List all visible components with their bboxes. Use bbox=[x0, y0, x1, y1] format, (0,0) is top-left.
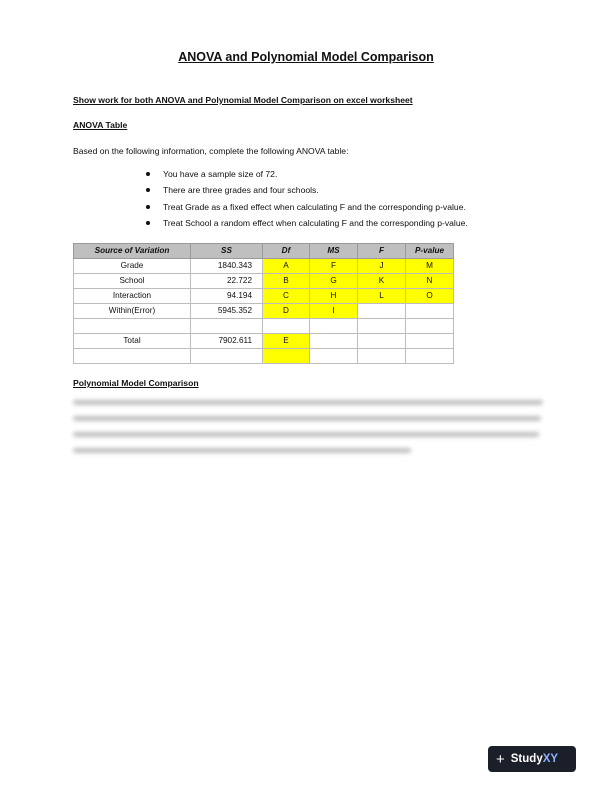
plus-icon: + bbox=[496, 750, 505, 768]
table-cell: 7902.611 bbox=[191, 334, 263, 349]
table-cell bbox=[406, 304, 454, 319]
anova-heading: ANOVA Table bbox=[73, 120, 128, 130]
table-cell: M bbox=[406, 259, 454, 274]
blurred-line bbox=[73, 432, 539, 437]
blurred-line bbox=[73, 400, 543, 405]
table-cell: 1840.343 bbox=[191, 259, 263, 274]
table-cell bbox=[191, 349, 263, 364]
table-cell bbox=[406, 319, 454, 334]
header-pvalue: P-value bbox=[406, 244, 454, 259]
table-cell bbox=[358, 319, 406, 334]
table-cell: Within(Error) bbox=[74, 304, 191, 319]
table-row bbox=[74, 319, 454, 334]
table-cell bbox=[358, 349, 406, 364]
table-cell: Interaction bbox=[74, 289, 191, 304]
bullet-icon bbox=[146, 205, 150, 209]
polynomial-heading: Polynomial Model Comparison bbox=[73, 378, 199, 388]
table-cell: L bbox=[358, 289, 406, 304]
table-cell: A bbox=[263, 259, 310, 274]
logo-text: StudyXY bbox=[510, 753, 559, 765]
table-row bbox=[74, 259, 454, 274]
list-item-text: Treat Grade as a fixed effect when calculating F and the corresponding p-value. bbox=[163, 201, 466, 212]
table-cell: School bbox=[74, 274, 191, 289]
list-item bbox=[146, 184, 468, 200]
list-item-text: There are three grades and four schools. bbox=[163, 185, 319, 196]
table-cell: 94.194 bbox=[191, 289, 263, 304]
table-cell bbox=[263, 349, 310, 364]
table-row bbox=[74, 304, 454, 319]
table-row bbox=[74, 274, 454, 289]
table-cell: B bbox=[263, 274, 310, 289]
list-item-text: You have a sample size of 72. bbox=[163, 169, 278, 179]
bullet-icon bbox=[146, 172, 150, 176]
blurred-line bbox=[73, 448, 411, 453]
table-cell: Grade bbox=[74, 259, 191, 274]
list-item bbox=[146, 217, 468, 233]
table-row bbox=[74, 334, 454, 349]
table-cell: I bbox=[310, 304, 358, 319]
intro-text: Based on the following information, complete the following ANOVA table: bbox=[73, 146, 349, 156]
table-cell bbox=[310, 349, 358, 364]
studyxy-logo bbox=[488, 746, 576, 772]
table-cell: 5945.352 bbox=[191, 304, 263, 319]
bullet-icon bbox=[146, 221, 150, 225]
table-cell: F bbox=[310, 259, 358, 274]
table-cell: O bbox=[406, 289, 454, 304]
header-source: Source of Variation bbox=[74, 244, 191, 259]
blurred-line bbox=[73, 416, 541, 421]
table-cell: H bbox=[310, 289, 358, 304]
list-item bbox=[146, 168, 468, 184]
table-cell bbox=[406, 334, 454, 349]
header-ms: MS bbox=[310, 244, 358, 259]
table-cell bbox=[310, 319, 358, 334]
blurred-content bbox=[73, 400, 543, 464]
page-title: ANOVA and Polynomial Model Comparison bbox=[178, 50, 434, 64]
requirements-list bbox=[146, 168, 468, 233]
table-cell: 22.722 bbox=[191, 274, 263, 289]
header-ss: SS bbox=[191, 244, 263, 259]
table-cell bbox=[358, 304, 406, 319]
table-cell: N bbox=[406, 274, 454, 289]
table-cell: J bbox=[358, 259, 406, 274]
table-cell bbox=[263, 319, 310, 334]
header-f: F bbox=[358, 244, 406, 259]
table-cell: G bbox=[310, 274, 358, 289]
table-cell bbox=[310, 334, 358, 349]
header-df: Df bbox=[263, 244, 310, 259]
anova-table bbox=[73, 243, 454, 364]
table-cell: C bbox=[263, 289, 310, 304]
table-cell bbox=[191, 319, 263, 334]
table-header-row bbox=[74, 244, 454, 259]
list-item-text: Treat School a random effect when calculating F and the corresponding p-value. bbox=[163, 217, 468, 228]
table-cell: E bbox=[263, 334, 310, 349]
table-cell bbox=[74, 319, 191, 334]
table-cell: K bbox=[358, 274, 406, 289]
table-cell: Total bbox=[74, 334, 191, 349]
bullet-icon bbox=[146, 188, 150, 192]
table-cell bbox=[406, 349, 454, 364]
table-row bbox=[74, 349, 454, 364]
table-cell bbox=[74, 349, 191, 364]
table-cell: D bbox=[263, 304, 310, 319]
table-cell bbox=[358, 334, 406, 349]
instruction-text: Show work for both ANOVA and Polynomial Model Comparison on excel worksheet bbox=[73, 95, 413, 105]
list-item bbox=[146, 201, 468, 217]
table-row bbox=[74, 289, 454, 304]
